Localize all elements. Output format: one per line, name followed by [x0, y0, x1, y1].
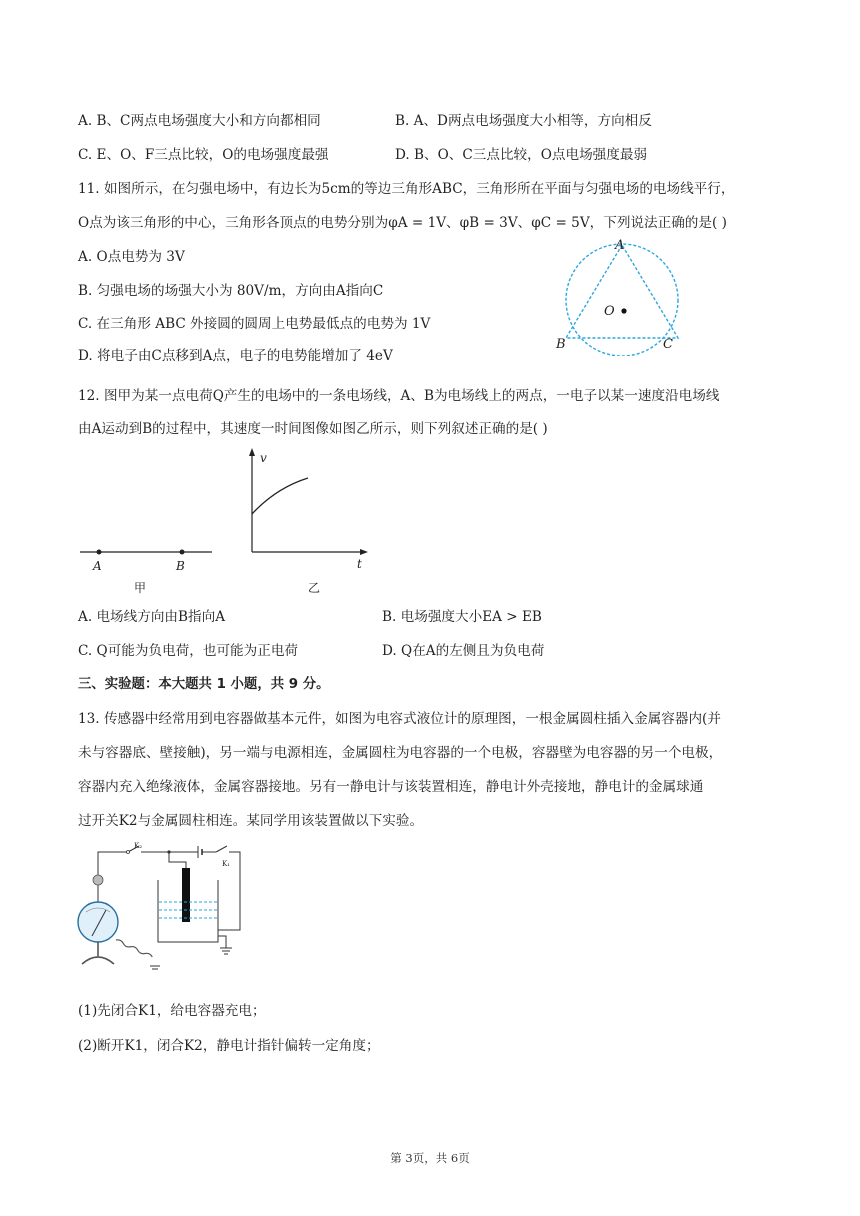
circumcircle: [566, 244, 678, 356]
q10-option-d: D. B、O、C三点比较，O点电场强度最弱: [395, 147, 648, 163]
container-ground-wire: [218, 936, 226, 948]
q11-stem-line1: 11. 如图所示，在匀强电场中，有边长为5cm的等边三角形ABC，三角形所在平面与匀强电场的电场线平行，: [78, 181, 735, 197]
point-a: [97, 550, 102, 555]
point-b: [180, 550, 185, 555]
q11-triangle-circle-figure: [552, 238, 692, 356]
electroscope-base: [82, 957, 114, 964]
q13-stem-line3: 容器内充入绝缘液体，金属容器接地。另有一静电计与该装置相连，静电计外壳接地，静电计的金属球通: [78, 779, 704, 795]
q12-option-a: A. 电场线方向由B指向A: [78, 609, 226, 625]
q11-option-c: C. 在三角形 ABC 外接圆的圆周上电势最低点的电势为 1V: [78, 316, 431, 332]
wire-to-cylinder: [169, 852, 186, 868]
label-jia: 甲: [134, 581, 147, 595]
q12-field-line-figure: [78, 540, 218, 596]
label-o: O: [604, 304, 615, 319]
label-a: A: [615, 238, 625, 253]
t-axis-arrow: [360, 549, 368, 555]
switch-k1: [216, 846, 227, 852]
q12-option-b: B. 电场强度大小EA > EB: [382, 609, 542, 625]
q13-step1: (1)先闭合K1，给电容器充电；: [78, 1003, 266, 1019]
center-point-o: [621, 308, 626, 313]
label-v: v: [260, 451, 267, 465]
q13-stem-line4: 过开关K2与金属圆柱相连。某同学用该装置做以下实验。: [78, 813, 424, 829]
v-axis-arrow: [249, 448, 255, 456]
q10-option-c: C. E、O、F三点比较，O的电场强度最强: [78, 147, 329, 163]
electroscope-ball: [93, 875, 103, 885]
label-c: C: [663, 337, 673, 352]
label-k1: K₁: [222, 860, 231, 868]
q10-option-a: A. B、C两点电场强度大小和方向都相同: [78, 113, 321, 129]
electroscope-ground-coil: [115, 939, 153, 959]
section3-heading: 三、实验题：本大题共 1 小题，共 9 分。: [78, 677, 330, 692]
label-b: B: [556, 337, 566, 352]
q12-option-d: D. Q在A的左侧且为负电荷: [382, 643, 545, 659]
label-k2: K₂: [134, 842, 143, 850]
q11-option-a: A. O点电势为 3V: [78, 249, 185, 265]
q12-stem-line1: 12. 图甲为某一点电荷Q产生的电场中的一条电场线，A、B为电场线上的两点，一电子以某一速度沿电场线: [78, 388, 720, 404]
q13-step2: (2)断开K1，闭合K2，静电计指针偏转一定角度；: [78, 1038, 380, 1054]
q12-stem-line2: 由A运动到B的过程中，其速度一时间图像如图乙所示，则下列叙述正确的是( ): [78, 421, 548, 437]
metal-cylinder: [182, 868, 190, 922]
label-t: t: [357, 557, 362, 571]
q13-stem-line1: 13. 传感器中经常用到电容器做基本元件，如图为电容式液位计的原理图，一根金属圆柱插入金属容器内(并: [78, 711, 721, 727]
q12-option-c: C. Q可能为负电荷，也可能为正电荷: [78, 643, 299, 659]
q13-apparatus-figure: [76, 840, 254, 980]
wire-top-left: [98, 852, 128, 875]
label-a: A: [93, 559, 102, 573]
velocity-curve: [252, 478, 308, 514]
q12-velocity-time-graph: [238, 446, 370, 596]
page-footer: 第 3页，共 6页: [390, 1151, 470, 1165]
label-b: B: [176, 559, 185, 573]
q13-stem-line2: 未与容器底、壁接触)，另一端与电源相连，金属圆柱为电容器的一个电极，容器壁为电容器的另一个电极，: [78, 745, 723, 761]
switch-k2-contact: [127, 851, 130, 854]
q11-option-d: D. 将电子由C点移到A点，电子的电势能增加了 4eV: [78, 348, 393, 364]
q11-option-b: B. 匀强电场的场强大小为 80V/m，方向由A指向C: [78, 283, 384, 299]
q11-stem-line2: O点为该三角形的中心，三角形各顶点的电势分别为φA = 1V、φB = 3V、φC = 5V，下列说法正确的是( ): [78, 215, 727, 231]
triangle-abc: [566, 245, 678, 338]
q10-option-b: B. A、D两点电场强度大小相等，方向相反: [395, 113, 652, 129]
label-yi: 乙: [308, 581, 321, 595]
